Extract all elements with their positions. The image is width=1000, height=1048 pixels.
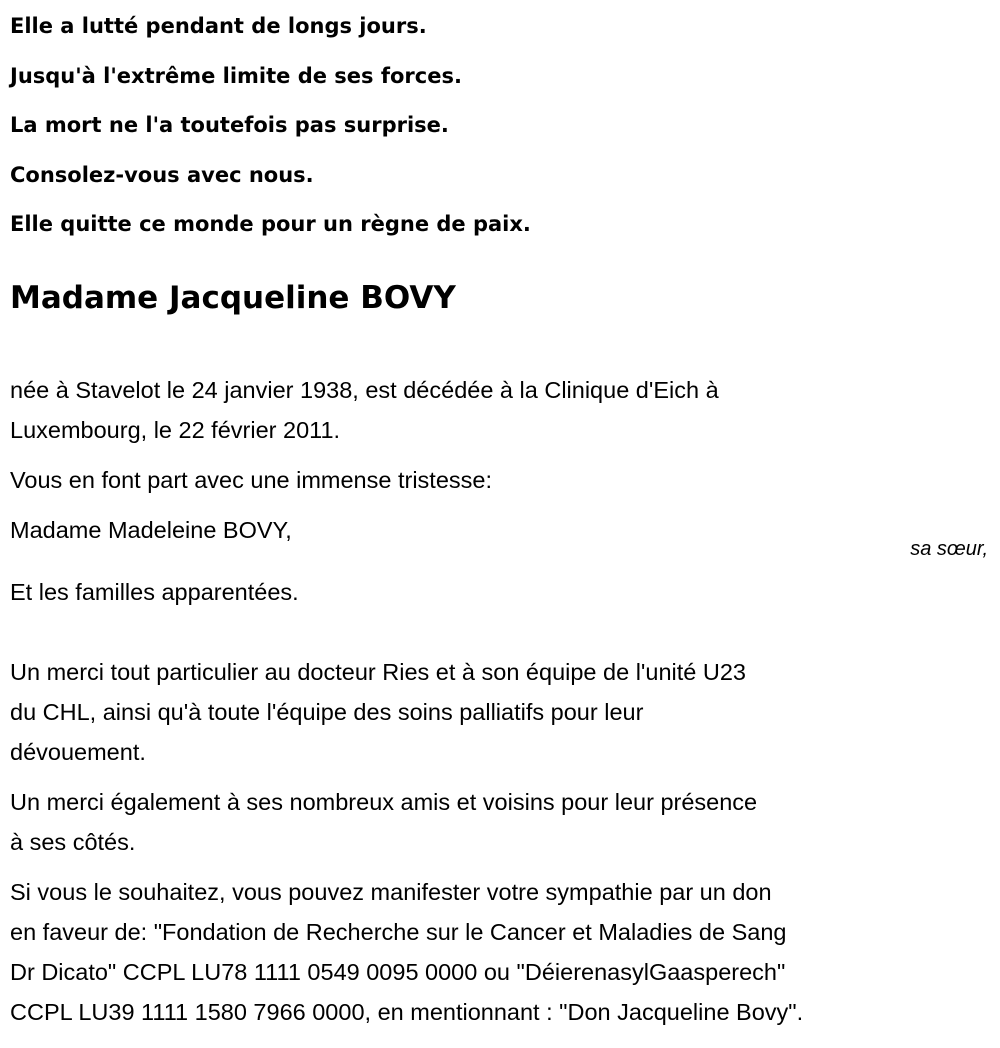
text-line: du CHL, ainsi qu'à toute l'équipe des soins palliatifs pour leur [10, 699, 644, 725]
deceased-name: Madame Jacqueline BOVY [10, 280, 456, 316]
text-line: Et les familles apparentées. [10, 579, 299, 605]
text-line: dévouement. [10, 739, 146, 765]
poem-line: La mort ne l'a toutefois pas surprise. [10, 113, 449, 137]
families-text [10, 572, 995, 612]
thanks-paragraph-1 [10, 652, 995, 772]
text-line: à ses côtés. [10, 829, 136, 855]
announce-text [10, 460, 995, 500]
relative-name [10, 510, 995, 550]
text-line: Madame Madeleine BOVY, [10, 517, 292, 543]
text-line: en faveur de: "Fondation de Recherche sur le Cancer et Maladies de Sang [10, 919, 787, 945]
poem [10, 8, 531, 256]
text-line: Si vous le souhaitez, vous pouvez manifester votre sympathie par un don [10, 879, 772, 905]
thanks-paragraph-2 [10, 782, 995, 862]
text-line: née à Stavelot le 24 janvier 1938, est décédée à la Clinique d'Eich à [10, 377, 719, 403]
birth-paragraph [10, 370, 995, 450]
poem-line: Jusqu'à l'extrême limite de ses forces. [10, 63, 462, 88]
donation-paragraph [10, 872, 995, 1032]
text-line: Un merci également à ses nombreux amis et voisins pour leur présence [10, 789, 758, 815]
poem-line: Elle quitte ce monde pour un règne de paix. [10, 212, 531, 236]
text-line: Dr Dicato" CCPL LU78 1111 0549 0095 0000 ou "DéierenasylGaasperech" [10, 959, 786, 985]
relative-role: sa sœur, [910, 538, 988, 560]
text-line: Vous en font part avec une immense tristesse: [10, 467, 493, 493]
poem-line: Consolez-vous avec nous. [10, 162, 314, 187]
text-line: Un merci tout particulier au docteur Ries et à son équipe de l'unité U23 [10, 659, 747, 685]
text-line: CCPL LU39 1111 1580 7966 0000, en mentionnant : "Don Jacqueline Bovy". [10, 999, 804, 1025]
poem-line: Elle a lutté pendant de longs jours. [10, 14, 427, 38]
text-line: Luxembourg, le 22 février 2011. [10, 417, 341, 443]
